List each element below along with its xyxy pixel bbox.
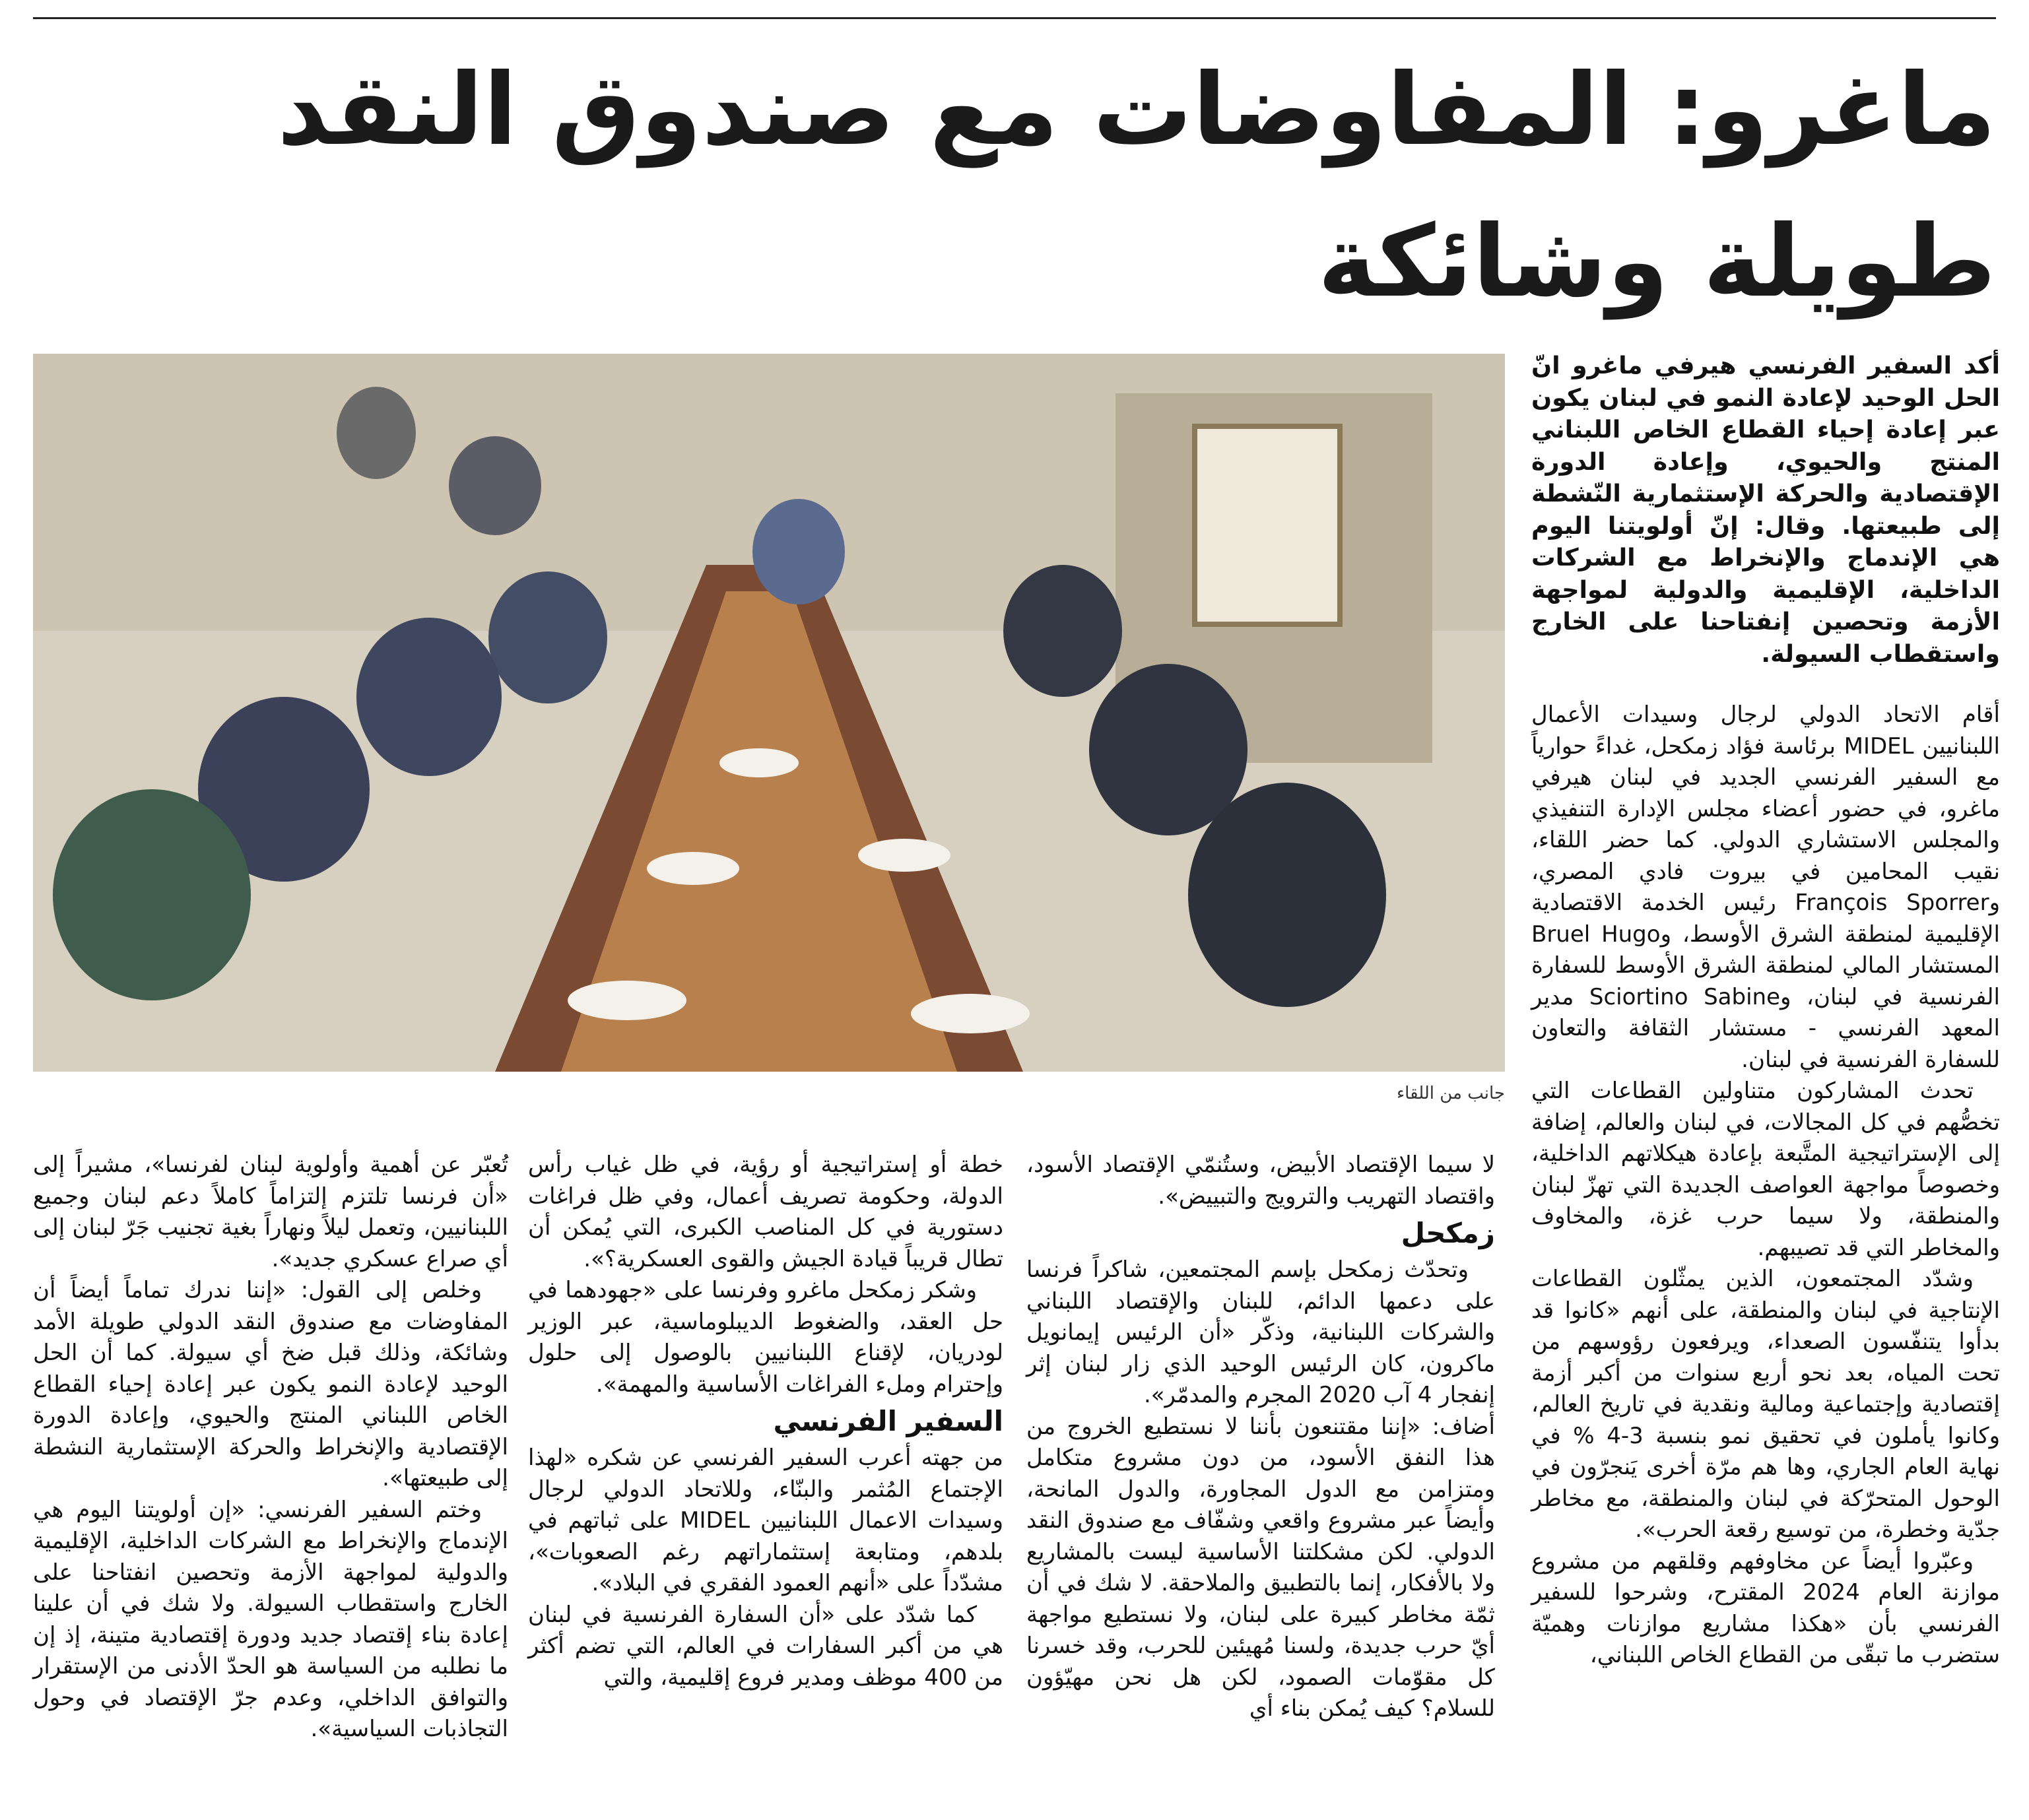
lead-paragraph <box>1531 350 2000 670</box>
paragraph: تحدث المشاركون متناولين القطاعات التي تخصُّهم في كل المجالات، في لبنان والعالم، إضافة إلى الإستراتيجية المتَّبعة بإعادة هيكلاتهم الداخلية، وخصوصاً مواجهة العواصف الجديدة التي تهزّ لبنان والمنطقة، ولا سيما حرب غزة، والمخاوف والمخاطر التي قد تصيبهم. <box>1531 1078 2000 1261</box>
paragraph: أقام الاتحاد الدولي لرجال وسيدات الأعمال اللبنانيين MIDEL برئاسة فؤاد زمكحل، غداءً حوارياً مع السفير الفرنسي الجديد في لبنان هيرفي ماغرو، في حضور أعضاء مجلس الإدارة التنفيذي والمجلس الاستشاري الدولي. كما حضر اللقاء، نقيب المحامين في بيروت فادي المصري، وFrançois Sporrer رئيس الخدمة الاقتصادية الإقليمية لمنطقة الشرق الأوسط، وBruel Hugo المستشار المالي لمنطقة الشرق الأوسط للسفارة الفرنسية في لبنان، وSciortino Sabine مدير المعهد الفرنسي - مستشار الثقافة والتعاون للسفارة الفرنسية في لبنان. <box>1531 701 2001 1073</box>
paragraph: وختم السفير الفرنسي: «إن أولويتنا اليوم هي الإندماج والإنخراط مع الشركات الداخلية، الإقليمية والدولية لمواجهة الأزمة وتحصين انفتاحنا على الخارج واستقطاب السيولة. ولا شك في أن علينا إعادة بناء إقتصاد جديد ودورة إقتصادية متينة، إذ إن ما نطلبه من السياسة هو الحدّ الأدنى من الإستقرار والتوافق الداخلي، وعدم جرّ الإقتصاد في وحول التجاذبات السياسية». <box>33 1496 508 1742</box>
paragraph: خطة أو إستراتيجية أو رؤية، في ظل غياب رأس الدولة، وحكومة تصريف أعمال، وفي ظل فراغات دستورية في كل المناصب الكبرى، التي يُمكن أن تطال قريباً قيادة الجيش والقوى العسكرية؟». <box>528 1152 1003 1272</box>
top-rule <box>33 17 1996 19</box>
column-3 <box>528 1150 1003 1693</box>
paragraph: وشدّد المجتمعون، الذين يمثّلون القطاعات الإنتاجية في لبنان والمنطقة، على أنهم «كانوا قد بدأوا يتنفّسون الصعداء، ويرفعون رؤوسهم من تحت المياه، بعد نحو أربع سنوات من أكبر أزمة إقتصادية وإجتماعية ومالية ونقدية في تاريخ العالم، وكانوا يأملون في تحقيق نمو بنسبة 3-4 % في نهاية العام الجاري، وها هم مرّة أخرى يَنجرّون في الوحول المتحرّكة في لبنان والمنطقة، مع مخاطر جدّية وخطرة، من توسيع رقعة الحرب». <box>1531 1266 2001 1543</box>
meeting-photo <box>33 354 1505 1072</box>
meeting-photo-illustration <box>33 354 1505 1072</box>
column-4 <box>33 1150 508 1745</box>
headline: ماغرو: المفاوضات مع صندوق النقد طويلة وشائكة <box>277 53 1996 319</box>
photo-caption: جانب من اللقاء <box>1396 1084 1505 1103</box>
paragraph: أضاف: «إننا مقتنعون بأننا لا نستطيع الخروج من هذا النفق الأسود، من دون مشروع متكامل ومتزامن مع الدول المجاورة، والدول المانحة، وأيضاً عبر مشروع واقعي وشفّاف مع صندوق النقد الدولي. لكن مشكلتنا الأساسية ليست بالمشاريع ولا بالأفكار، إنما بالتطبيق والملاحقة. لا شك في أن ثمّة مخاطر كبيرة على لبنان، ولا نستطيع مواجهة أيّ حرب جديدة، ولسنا مُهيئين للحرب، وقد خسرنا كل مقوّمات الصمود، لكن هل نحن مهيّؤون للسلام؟ كيف يُمكن بناء أي <box>1026 1413 1495 1722</box>
subheading-zamkahl: زمكحل <box>1401 1217 1495 1249</box>
paragraph: تُعبّر عن أهمية وأولوية لبنان لفرنسا»، مشيراً إلى «أن فرنسا تلتزم إلتزاماً كاملاً دعم لبنان وجميع اللبنانيين، وتعمل ليلاً ونهاراً بغية تجنيب جَرّ لبنان إلى أي صراع عسكري جديد». <box>33 1152 508 1272</box>
paragraph: من جهته أعرب السفير الفرنسي عن شكره «لهذا الإجتماع المُثمر والبنّاء، وللاتحاد الدولي لرجال وسيدات الاعمال اللبنانيين MIDEL على ثباتهم في بلدهم، ومتابعة إستثماراتهم رغم الصعوبات»، مشدّداً على «أنهم العمود الفقري في البلاد». <box>528 1445 1003 1596</box>
paragraph: وشكر زمكحل ماغرو وفرنسا على «جهودهما في حل العقد، والضغوط الديبلوماسية، عبر الوزير لودريان، لإقناع اللبنانيين بالوصول إلى حلول وإحترام وملء الفراغات الأساسية والمهمة». <box>528 1277 1003 1398</box>
paragraph: وعبّروا أيضاً عن مخاوفهم وقلقهم من مشروع موازنة العام 2024 المقترح، وشرحوا للسفير الفرنسي بأن «هكذا مشاريع موازنات وهميّة ستضرب ما تبقّى من القطاع الخاص اللبناني، <box>1531 1547 2000 1668</box>
column-1 <box>1531 699 2000 1672</box>
lead-text: أكد السفير الفرنسي هيرفي ماغرو انّ الحل الوحيد لإعادة النمو في لبنان يكون عبر إعادة إحياء القطاع الخاص اللبناني المنتج والحيوي، وإعادة الدورة الإقتصادية والحركة الإستثمارية النّشطة إلى طبيعتها. وقال: إنّ أولويتنا اليوم هي الإندماج والإنخراط مع الشركات الداخلية، الإقليمية والدولية لمواجهة الأزمة وتحصين إنفتاحنا على الخارج واستقطاب السيولة. <box>1531 351 2000 668</box>
paragraph: وتحدّث زمكحل بإسم المجتمعين، شاكراً فرنسا على دعمها الدائم، للبنان والإقتصاد اللبناني والشركات اللبنانية، وذكّر «أن الرئيس إيمانويل ماكرون، كان الرئيس الوحيد الذي زار لبنان إثر إنفجار 4 آب 2020 المجرم والمدمّر». <box>1026 1256 1495 1408</box>
subheading-ambassador: السفير الفرنسي <box>773 1405 1003 1437</box>
column-2 <box>1026 1150 1495 1725</box>
paragraph: وخلص إلى القول: «إننا ندرك تماماً أيضاً أن المفاوضات مع صندوق النقد الدولي طويلة الأمد وشائكة، وذلك قبل ضخ أي سيولة. كما أن الحل الوحيد لإعادة النمو يكون عبر إعادة إحياء القطاع الخاص اللبناني المنتج والحيوي، وإعادة الدورة الإقتصادية والإنخراط والحركة الإستثمارية النشطة إلى طبيعتها». <box>33 1277 508 1491</box>
paragraph: كما شدّد على «أن السفارة الفرنسية في لبنان هي من أكبر السفارات في العالم، التي تضم أكثر من 400 موظف ومدير فروع إقليمية، والتي <box>528 1601 1003 1691</box>
paragraph: لا سيما الإقتصاد الأبيض، وستُنمّي الإقتصاد الأسود، واقتصاد التهريب والترويج والتبييض». <box>1026 1152 1495 1210</box>
